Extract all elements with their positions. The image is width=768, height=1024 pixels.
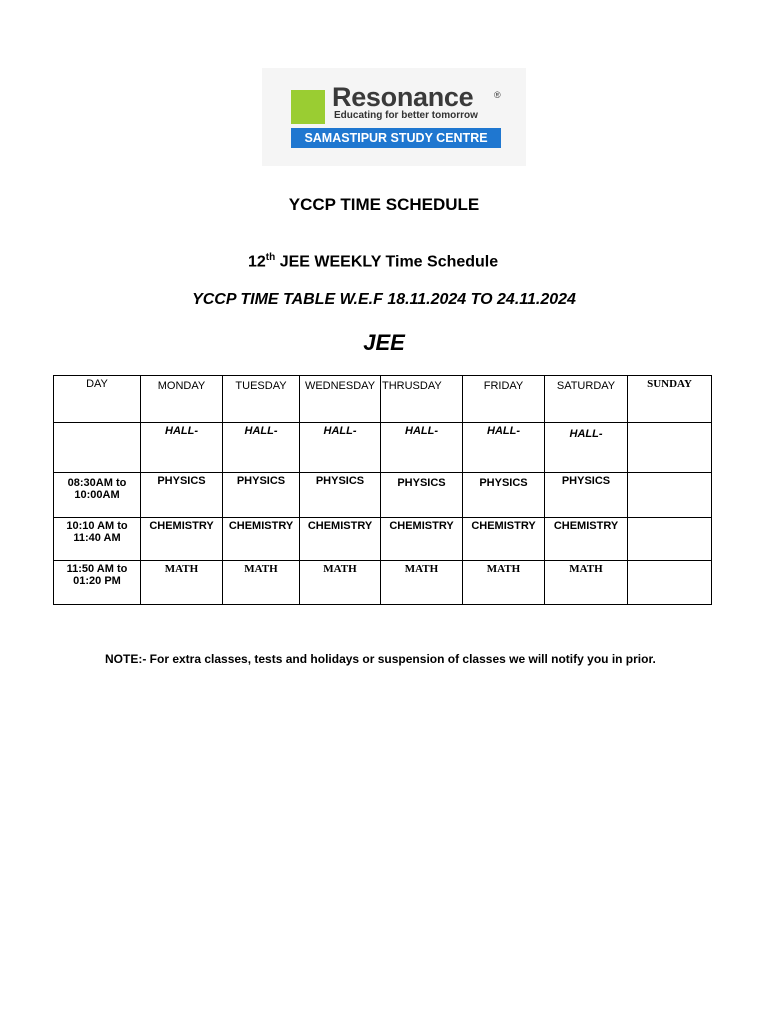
hall-cell: HALL- (300, 423, 381, 473)
timetable-dates: YCCP TIME TABLE W.E.F 18.11.2024 TO 24.11.2024 (192, 291, 576, 308)
subject-cell: PHYSICS (223, 473, 300, 518)
subject-cell: CHEMISTRY (141, 518, 223, 561)
hall-cell: HALL- (141, 423, 223, 473)
subject-cell: MATH (223, 561, 300, 605)
logo-centre-band: SAMASTIPUR STUDY CENTRE (291, 128, 501, 148)
subject-cell (628, 473, 712, 518)
subject-cell: MATH (141, 561, 223, 605)
page-title: YCCP TIME SCHEDULE (288, 195, 480, 214)
subject-cell: MATH (300, 561, 381, 605)
header-day: DAY (54, 376, 141, 423)
grade: 12 (248, 253, 266, 271)
header-tuesday: TUESDAY (223, 376, 300, 423)
time-slot: 08:30AM to 10:00AM (54, 473, 141, 518)
header-row (54, 376, 712, 423)
subject-cell: CHEMISTRY (381, 518, 463, 561)
exam-label: JEE (363, 330, 405, 355)
schedule-table (53, 375, 712, 605)
table-row (54, 518, 712, 561)
hall-row (54, 423, 712, 473)
subject-cell: CHEMISTRY (463, 518, 545, 561)
header-saturday: SATURDAY (545, 376, 628, 423)
subject-cell: MATH (463, 561, 545, 605)
header-monday: MONDAY (141, 376, 223, 423)
grade-suffix: th (265, 252, 276, 263)
weekly-subtitle (248, 252, 498, 271)
hall-cell: HALL- (223, 423, 300, 473)
subject-cell: PHYSICS (545, 473, 628, 518)
subject-cell: CHEMISTRY (300, 518, 381, 561)
header-friday: FRIDAY (463, 376, 545, 423)
table-row (54, 473, 712, 518)
subject-cell (628, 518, 712, 561)
subject-cell: MATH (381, 561, 463, 605)
hall-cell: HALL- (381, 423, 463, 473)
logo-tagline: Educating for better tomorrow (334, 110, 478, 121)
logo-name: Resonance (332, 82, 474, 112)
resonance-logo (262, 68, 526, 166)
table-row (54, 561, 712, 605)
subject-cell: MATH (545, 561, 628, 605)
subject-cell: PHYSICS (141, 473, 223, 518)
time-slot: 11:50 AM to 01:20 PM (54, 561, 141, 605)
subject-cell: PHYSICS (300, 473, 381, 518)
logo-registered: ® (494, 90, 501, 100)
subject-cell: PHYSICS (381, 473, 463, 518)
header-thrusday: THRUSDAY (381, 376, 463, 423)
header-wednesday: WEDNESDAY (300, 376, 381, 423)
subject-cell: CHEMISTRY (223, 518, 300, 561)
subject-cell (628, 561, 712, 605)
time-slot: 10:10 AM to 11:40 AM (54, 518, 141, 561)
logo-mark-icon (291, 90, 325, 124)
hall-cell: HALL- (463, 423, 545, 473)
header-sunday: SUNDAY (628, 376, 712, 423)
note-text: NOTE:- For extra classes, tests and holidays or suspension of classes we will notify you in prior. (105, 652, 656, 666)
subject-cell: PHYSICS (463, 473, 545, 518)
hall-cell (628, 423, 712, 473)
subtitle-rest: JEE WEEKLY Time Schedule (275, 253, 499, 271)
hall-cell (54, 423, 141, 473)
hall-cell: HALL- (545, 423, 628, 473)
subject-cell: CHEMISTRY (545, 518, 628, 561)
